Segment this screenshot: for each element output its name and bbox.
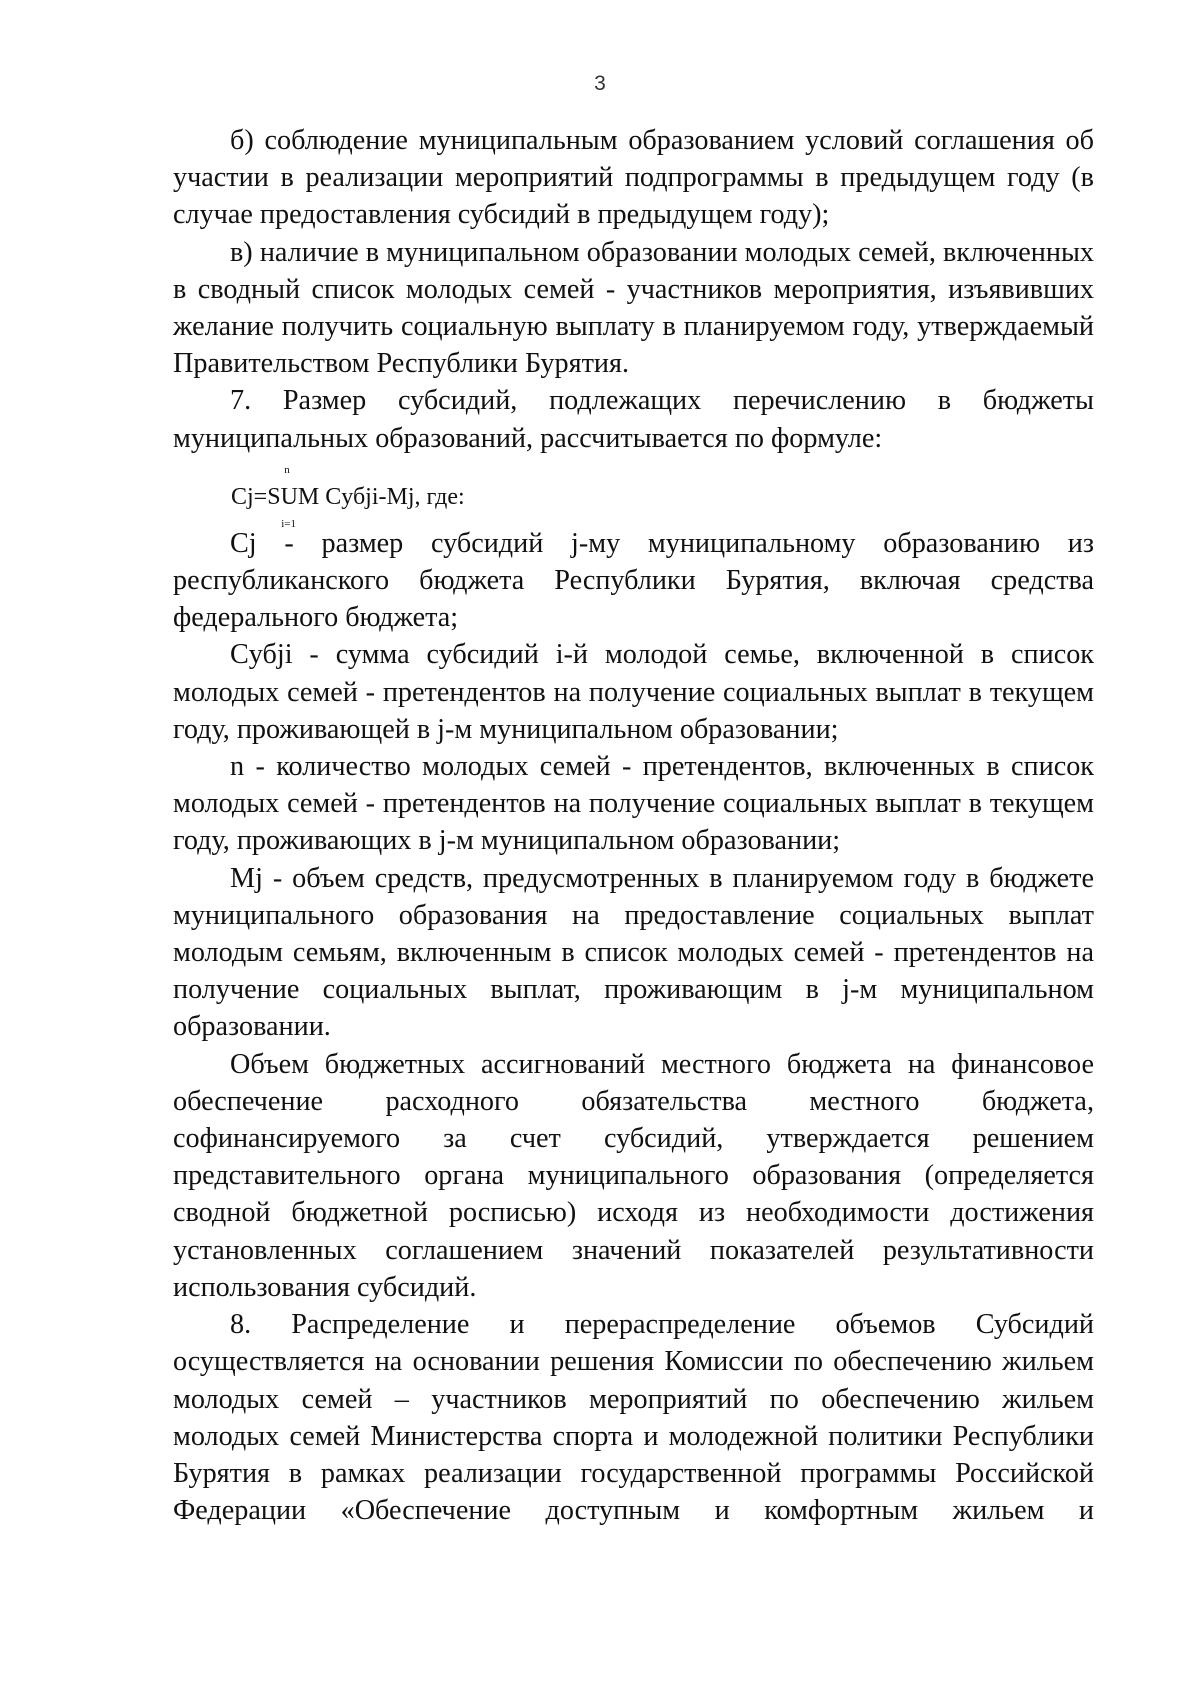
sum-symbol: SUM — [267, 483, 320, 510]
document-body — [173, 122, 1094, 1529]
paragraph-def-cj: Cj - размер субсидий j-му муниципальному образованию из республиканского бюджета Республики Бурятия, включая средства федерального бюджета; — [173, 527, 1094, 634]
paragraph-item-7: 7. Размер субсидий, подлежащих перечислению в бюджеты муниципальных образований, рассчитывается по формуле: — [173, 385, 1094, 454]
formula-lhs: Cj= — [231, 483, 268, 510]
paragraph-def-n: n - количество молодых семей - претендентов, включенных в список молодых семей - претендентов на получение социальных выплат в текущем году, проживающих в j-м муниципальном образовании; — [173, 751, 1094, 857]
formula-line — [231, 463, 465, 531]
sum-upper-limit: n — [284, 463, 290, 476]
sum-operator — [267, 463, 320, 531]
paragraph-condition-v: в) наличие в муниципальном образовании молодых семей, включенных в сводный список молодых семей - участников мероприятия, изъявивших желание получить социальную выплату в планируемом году, утверждаемый Правительством Республики Бурятия. — [173, 236, 1094, 380]
sum-lower-limit: i=1 — [281, 518, 296, 531]
paragraph-def-mj: Mj - объем средств, предусмотренных в планируемом году в бюджете муниципального образования на предоставление социальных выплат молодым семьям, включенным в список молодых семей - претендентов на получение социальных выплат, проживающим в j-м муниципальном образовании. — [173, 862, 1094, 1043]
page-number: 3 — [594, 72, 606, 95]
paragraph-def-subji: Cубji - сумма субсидий i-й молодой семье, включенной в список молодых семей - претендентов на получение социальных выплат в текущем году, проживающей в j-м муниципальном образовании; — [173, 639, 1094, 745]
paragraph-item-8: 8. Распределение и перераспределение объемов Субсидий осуществляется на основании решения Комиссии по обеспечению жильем молодых семей – участников мероприятий по обеспечению жильем молодых семей Министерства спорта и молодежной политики Республики Бурятия в рамках реализации государственной программы Российской Федерации «Обеспечение доступным и комфортным жильем и — [173, 1309, 1094, 1527]
paragraph-condition-b: б) соблюдение муниципальным образованием условий соглашения об участии в реализации мероприятий подпрограммы в предыдущем году (в случае предоставления субсидий в предыдущем году); — [173, 125, 1094, 231]
subsidy-formula — [173, 457, 1094, 531]
formula-rhs: Cубji-Mj, где: — [319, 483, 465, 510]
paragraph-local-budget: Объем бюджетных ассигнований местного бюджета на финансовое обеспечение расходного обязательства местного бюджета, софинансируемого за счет субсидий, утверждается решением представительного органа муниципального образования (определяется сводной бюджетной росписью) исходя из необходимости достижения установленных соглашением значений показателей результативности использования субсидий. — [173, 1048, 1094, 1303]
